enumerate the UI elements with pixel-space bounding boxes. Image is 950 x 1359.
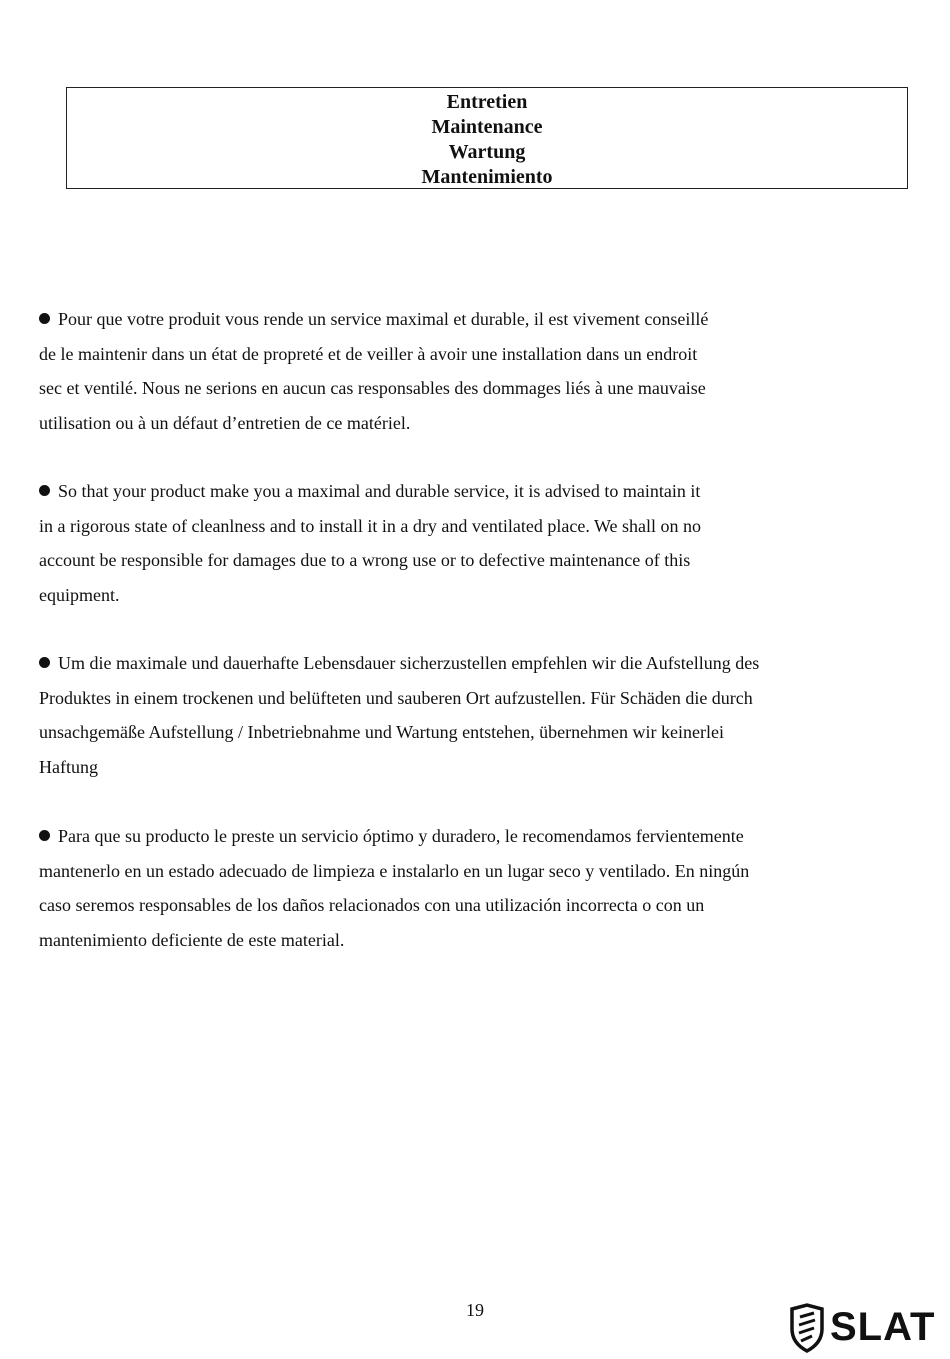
paragraph-line: Pour que votre produit vous rende un service maximal et durable, il est vivement conseillé [39,302,879,337]
paragraph-line: equipment. [39,584,120,605]
paragraph-line: Um die maximale und dauerhafte Lebensdauer sicherzustellen empfehlen wir die Aufstellung des [39,646,879,681]
paragraph-line: mantenerlo en un estado adecuado de limpieza e instalarlo en un lugar seco y ventilado. En ningún [39,860,750,881]
paragraph-line: utilisation ou à un défaut d’entretien de ce matériel. [39,412,411,433]
bullet-icon [39,313,50,324]
paragraph-french [39,302,879,440]
paragraph-line: So that your product make you a maximal and durable service, it is advised to maintain it [39,474,879,509]
title-box [66,87,908,189]
paragraph-line: Produktes in einem trockenen und belüfteten und sauberen Ort aufzustellen. Für Schäden die durch [39,687,753,708]
paragraph-german [39,646,879,784]
page-number: 19 [466,1300,484,1320]
paragraph-line: mantenimiento deficiente de este material. [39,929,345,950]
paragraph-spanish [39,819,879,957]
paragraph-line: account be responsible for damages due to a wrong use or to defective maintenance of this [39,550,691,570]
title-german: Wartung [448,141,526,163]
title-spanish: Mantenimiento [421,166,553,188]
paragraph-line: Para que su producto le preste un servicio óptimo y duradero, le recomendamos fervientemente [39,819,879,854]
paragraph-line: de le maintenir dans un état de propreté et de veiller à avoir une installation dans un endroit [39,343,698,364]
bullet-icon [39,657,50,668]
bullet-icon [39,830,50,841]
title-french: Entretien [446,91,528,113]
slat-shield-logo-icon [788,1303,826,1353]
paragraph-line: in a rigorous state of cleanlness and to install it in a dry and ventilated place. We shall on no [39,515,702,536]
paragraph-english [39,474,879,612]
brand-logo [788,1303,938,1355]
paragraph-line: caso seremos responsables de los daños relacionados con una utilización incorrecta o con un [39,895,705,915]
paragraph-line: sec et ventilé. Nous ne serions en aucun cas responsables des dommages liés à une mauvaise [39,378,706,398]
bullet-icon [39,485,50,496]
title-english: Maintenance [431,116,543,138]
paragraph-line: unsachgemäße Aufstellung / Inbetriebnahme und Wartung entstehen, übernehmen wir keinerlei [39,722,725,742]
brand-name: SLAT [830,1305,936,1349]
paragraph-line: Haftung [39,756,98,777]
